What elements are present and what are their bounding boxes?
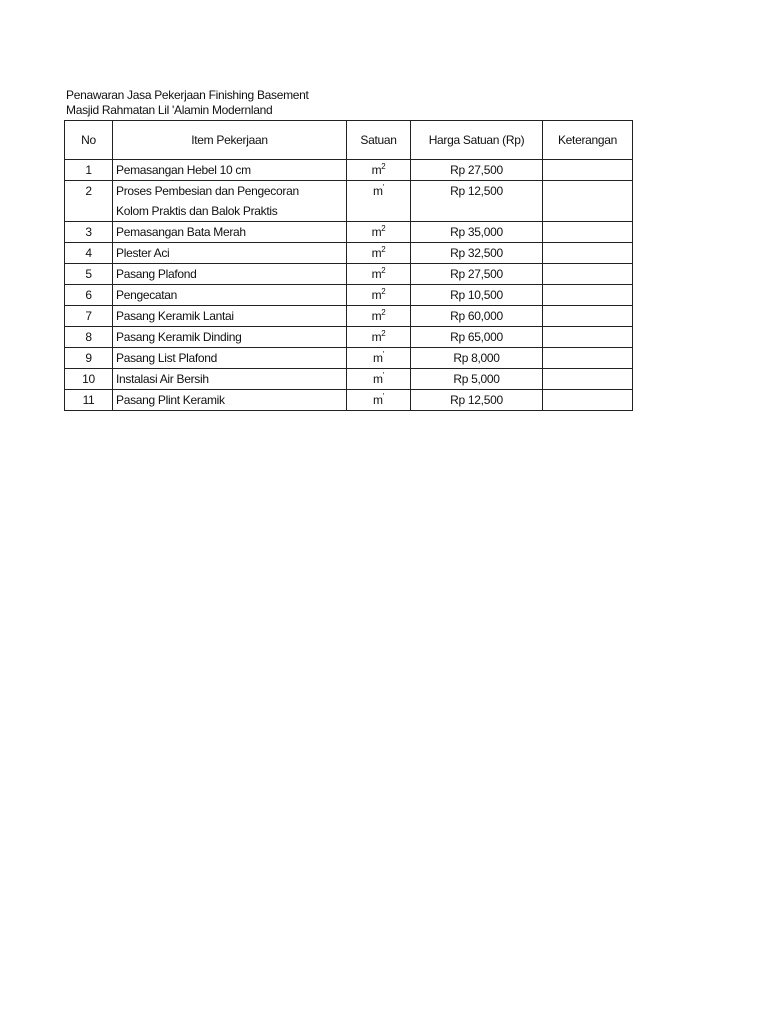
cell-item (113, 348, 347, 369)
cell-no: 7 (65, 306, 113, 327)
cell-no: 5 (65, 264, 113, 285)
cell-keterangan (543, 160, 633, 181)
cell-harga: Rp 27,500 (411, 160, 543, 181)
cell-item (113, 160, 347, 181)
cell-harga: Rp 5,000 (411, 369, 543, 390)
header-keterangan: Keterangan (543, 121, 633, 160)
unit-base: m (371, 288, 382, 302)
unit-superscript: 2 (381, 308, 386, 317)
unit-base: m (371, 330, 382, 344)
cell-satuan (347, 160, 411, 181)
cell-harga: Rp 32,500 (411, 243, 543, 264)
cell-harga: Rp 27,500 (411, 264, 543, 285)
unit-superscript: ' (382, 371, 384, 380)
table-row (65, 348, 633, 369)
cell-satuan (347, 390, 411, 411)
unit-superscript: 2 (381, 245, 386, 254)
cell-satuan (347, 243, 411, 264)
unit-superscript: ' (382, 183, 384, 192)
table-row (65, 285, 633, 306)
cell-keterangan (543, 264, 633, 285)
document-title: Penawaran Jasa Pekerjaan Finishing Basement (66, 88, 309, 102)
cell-satuan (347, 348, 411, 369)
table-row (65, 327, 633, 348)
item-text: Instalasi Air Bersih (116, 372, 209, 386)
cell-keterangan (543, 222, 633, 243)
unit-base: m (373, 393, 383, 407)
cell-satuan (347, 369, 411, 390)
cell-keterangan (543, 390, 633, 411)
item-text: Pasang List Plafond (116, 351, 218, 365)
cell-satuan (347, 181, 411, 222)
header-no: No (65, 121, 113, 160)
cell-satuan (347, 306, 411, 327)
table-row (65, 369, 633, 390)
cell-item (113, 306, 347, 327)
cell-no: 4 (65, 243, 113, 264)
table-row (65, 306, 633, 327)
cell-item (113, 243, 347, 264)
cell-no: 8 (65, 327, 113, 348)
item-text: Pemasangan Bata Merah (116, 225, 246, 239)
item-text: Pasang Plint Keramik (116, 393, 225, 407)
unit-base: m (373, 372, 383, 386)
cell-harga: Rp 60,000 (411, 306, 543, 327)
table-header-row (65, 121, 633, 160)
cell-satuan (347, 264, 411, 285)
header-satuan: Satuan (347, 121, 411, 160)
table-row (65, 160, 633, 181)
unit-base: m (371, 246, 382, 260)
cell-harga: Rp 12,500 (411, 181, 543, 222)
unit-superscript: ' (382, 350, 384, 359)
cell-no: 2 (65, 181, 113, 222)
table-row (65, 181, 633, 222)
cell-satuan (347, 327, 411, 348)
cell-no: 10 (65, 369, 113, 390)
item-text: Pasang Plafond (116, 267, 197, 281)
cell-keterangan (543, 369, 633, 390)
unit-base: m (371, 309, 382, 323)
header-harga: Harga Satuan (Rp) (411, 121, 543, 160)
document-subtitle: Masjid Rahmatan Lil 'Alamin Modernland (66, 103, 273, 117)
table-row (65, 264, 633, 285)
cell-no: 3 (65, 222, 113, 243)
header-item: Item Pekerjaan (113, 121, 347, 160)
unit-base: m (371, 163, 382, 177)
cell-keterangan (543, 243, 633, 264)
item-text: Plester Aci (116, 246, 170, 260)
table-row (65, 390, 633, 411)
item-text: Pemasangan Hebel 10 cm (116, 163, 251, 177)
cell-harga: Rp 12,500 (411, 390, 543, 411)
cell-harga: Rp 10,500 (411, 285, 543, 306)
table-row (65, 243, 633, 264)
cell-keterangan (543, 181, 633, 222)
cell-satuan (347, 222, 411, 243)
cell-keterangan (543, 306, 633, 327)
cell-keterangan (543, 285, 633, 306)
cell-item (113, 327, 347, 348)
price-table (64, 120, 633, 411)
unit-superscript: 2 (381, 162, 386, 171)
cell-item (113, 285, 347, 306)
item-text: Proses Pembesian dan Pengecoran (116, 184, 299, 198)
cell-no: 1 (65, 160, 113, 181)
cell-item (113, 181, 347, 222)
unit-superscript: ' (382, 392, 384, 401)
cell-harga: Rp 65,000 (411, 327, 543, 348)
unit-base: m (373, 351, 383, 365)
unit-superscript: 2 (381, 287, 386, 296)
unit-base: m (371, 225, 382, 239)
item-text-line2: Kolom Praktis dan Balok Praktis (116, 204, 278, 218)
item-text: Pengecatan (116, 288, 178, 302)
cell-harga: Rp 35,000 (411, 222, 543, 243)
unit-superscript: 2 (381, 224, 386, 233)
cell-item (113, 369, 347, 390)
unit-superscript: 2 (381, 266, 386, 275)
cell-keterangan (543, 348, 633, 369)
cell-item (113, 390, 347, 411)
unit-superscript: 2 (381, 329, 386, 338)
table-row (65, 222, 633, 243)
item-text: Pasang Keramik Dinding (116, 330, 242, 344)
cell-harga: Rp 8,000 (411, 348, 543, 369)
cell-no: 11 (65, 390, 113, 411)
cell-item (113, 264, 347, 285)
cell-satuan (347, 285, 411, 306)
cell-no: 6 (65, 285, 113, 306)
cell-no: 9 (65, 348, 113, 369)
unit-base: m (373, 184, 383, 198)
item-text: Pasang Keramik Lantai (116, 309, 234, 323)
unit-base: m (371, 267, 382, 281)
cell-item (113, 222, 347, 243)
cell-keterangan (543, 327, 633, 348)
